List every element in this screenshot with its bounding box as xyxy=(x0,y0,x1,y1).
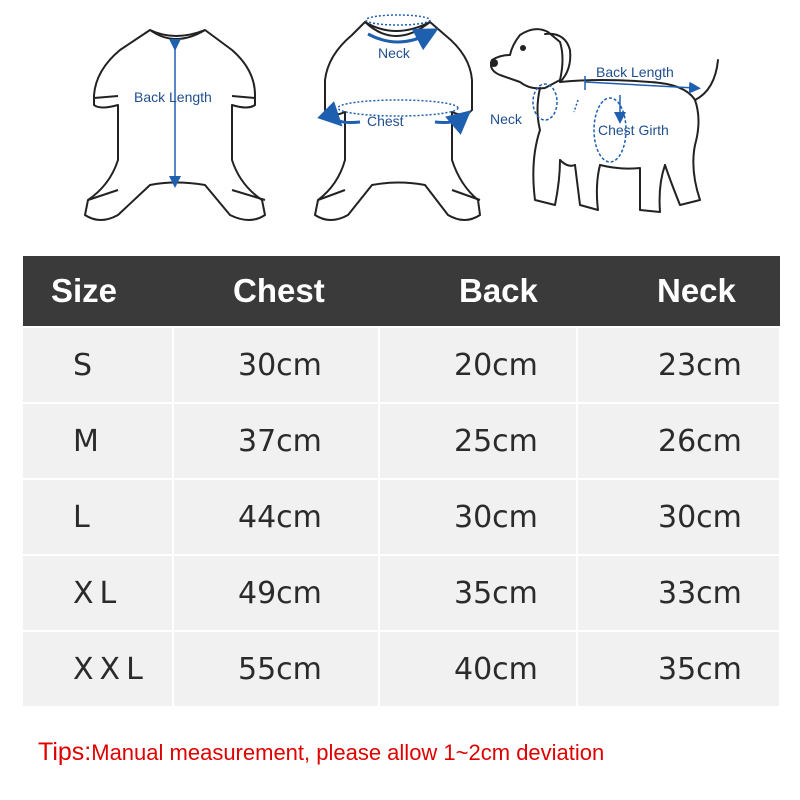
dog-illustration xyxy=(491,29,718,212)
neck-cell: 35cm xyxy=(577,631,780,707)
size-cell: L xyxy=(23,479,173,555)
size-cell: S xyxy=(23,327,173,403)
back-cell: 30cm xyxy=(379,479,577,555)
back-cell: 20cm xyxy=(379,327,577,403)
size-cell: XL xyxy=(23,555,173,631)
header-back: Back xyxy=(379,256,577,327)
neck-cell: 33cm xyxy=(577,555,780,631)
table-header-row xyxy=(23,256,780,327)
chest-cell: 44cm xyxy=(173,479,379,555)
neck-label: Neck xyxy=(378,45,410,61)
back-length-label: Back Length xyxy=(134,89,212,105)
table-row xyxy=(23,403,780,479)
chest-cell: 55cm xyxy=(173,631,379,707)
header-chest: Chest xyxy=(173,256,379,327)
back-cell: 35cm xyxy=(379,555,577,631)
dog-neck-label: Neck xyxy=(490,111,522,127)
size-chart-table xyxy=(23,256,781,708)
tips-label: Tips: xyxy=(38,738,92,766)
neck-cell: 23cm xyxy=(577,327,780,403)
table-row xyxy=(23,327,780,403)
back-cell: 25cm xyxy=(379,403,577,479)
header-neck: Neck xyxy=(577,256,780,327)
table-row xyxy=(23,555,780,631)
chest-cell: 37cm xyxy=(173,403,379,479)
neck-cell: 26cm xyxy=(577,403,780,479)
header-size: Size xyxy=(23,256,173,327)
chest-cell: 49cm xyxy=(173,555,379,631)
chest-cell: 30cm xyxy=(173,327,379,403)
table-row xyxy=(23,479,780,555)
chest-label: Chest xyxy=(367,113,404,129)
size-cell: M xyxy=(23,403,173,479)
dog-measures xyxy=(533,76,695,162)
tips-text: Manual measurement, please allow 1~2cm deviation xyxy=(91,740,605,765)
measurement-diagram xyxy=(0,0,800,245)
table-row xyxy=(23,631,780,707)
neck-cell: 30cm xyxy=(577,479,780,555)
dog-back-length-label: Back Length xyxy=(596,64,674,80)
tips-note xyxy=(38,738,604,767)
measurement-illustrations xyxy=(0,0,800,245)
back-cell: 40cm xyxy=(379,631,577,707)
dog-chest-girth-label: Chest Girth xyxy=(598,122,669,138)
size-cell: XXL xyxy=(23,631,173,707)
